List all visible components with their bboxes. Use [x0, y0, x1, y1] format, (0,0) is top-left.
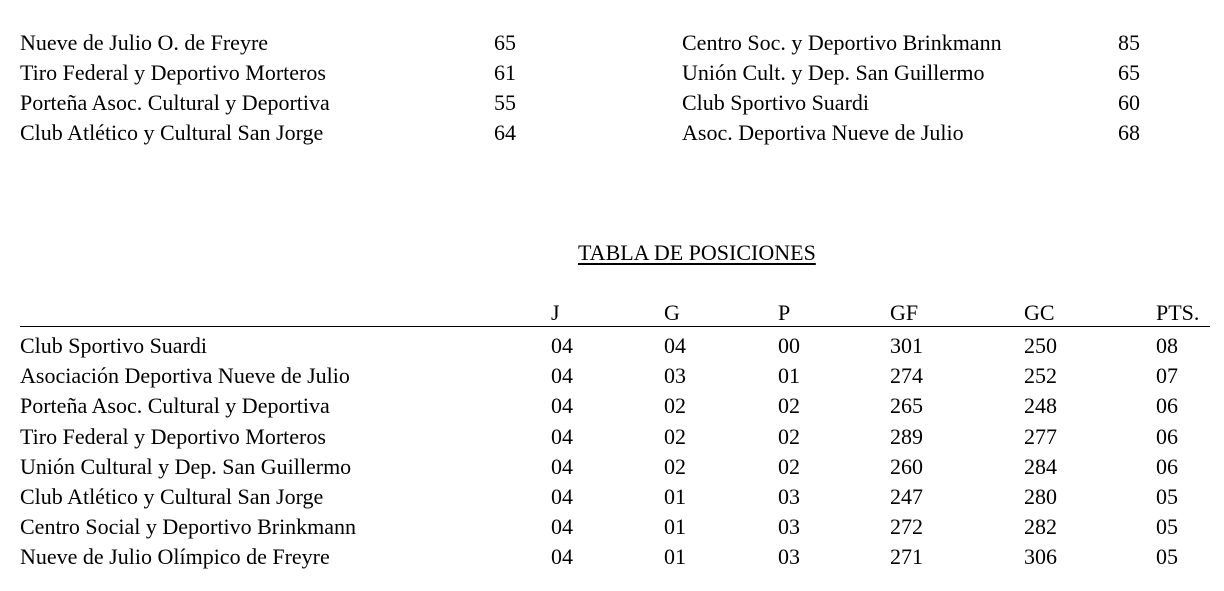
table-points: 06 — [1156, 393, 1178, 419]
table-points: 06 — [1156, 453, 1178, 479]
home-team: Porteña Asoc. Cultural y Deportiva — [20, 90, 330, 115]
games-lost: 03 — [778, 483, 800, 509]
away-team: Club Sportivo Suardi — [682, 90, 870, 115]
games-played: 04 — [551, 483, 573, 509]
points-against: 250 — [1024, 333, 1057, 358]
match-results — [0, 28, 1224, 148]
table-points: 07 — [1156, 363, 1178, 389]
games-played: 04 — [551, 393, 573, 419]
result-row — [0, 58, 1224, 88]
team-name: Nueve de Julio Olímpico de Freyre — [20, 544, 330, 570]
table-points: 08 — [1156, 333, 1178, 358]
games-won: 03 — [664, 363, 686, 389]
away-score: 60 — [1118, 90, 1140, 115]
standings-table — [0, 331, 1224, 573]
table-points: 05 — [1156, 514, 1178, 540]
table-row — [0, 361, 1224, 391]
team-name: Porteña Asoc. Cultural y Deportiva — [20, 393, 330, 419]
away-score: 68 — [1118, 120, 1140, 145]
team-name: Centro Social y Deportivo Brinkmann — [20, 514, 357, 540]
team-name: Club Sportivo Suardi — [20, 333, 208, 358]
games-lost: 02 — [778, 423, 800, 449]
team-name: Club Atlético y Cultural San Jorge — [20, 483, 324, 509]
points-for: 247 — [890, 483, 923, 509]
home-score: 55 — [494, 90, 516, 115]
away-team: Centro Soc. y Deportivo Brinkmann — [682, 30, 1002, 55]
points-against: 280 — [1024, 483, 1057, 509]
points-against: 306 — [1024, 544, 1057, 570]
games-played: 04 — [551, 333, 573, 358]
away-team: Asoc. Deportiva Nueve de Julio — [682, 120, 964, 145]
table-points: 05 — [1156, 544, 1178, 570]
table-row — [0, 512, 1224, 542]
away-team: Unión Cult. y Dep. San Guillermo — [682, 60, 985, 85]
points-for: 265 — [890, 393, 923, 419]
column-header-pts: PTS. — [1156, 300, 1200, 325]
column-header-j: J — [551, 300, 560, 325]
games-won: 01 — [664, 514, 686, 540]
team-name: Unión Cultural y Dep. San Guillermo — [20, 453, 352, 479]
points-for: 260 — [890, 453, 923, 479]
home-score: 64 — [494, 120, 516, 145]
games-played: 04 — [551, 544, 573, 570]
home-score: 61 — [494, 60, 516, 85]
standings-title: TABLA DE POSICIONES — [578, 240, 816, 265]
table-row — [0, 482, 1224, 512]
games-played: 04 — [551, 514, 573, 540]
home-team: Club Atlético y Cultural San Jorge — [20, 120, 324, 145]
games-lost: 02 — [778, 453, 800, 479]
standings-header — [0, 300, 1224, 326]
games-played: 04 — [551, 453, 573, 479]
games-won: 04 — [664, 333, 686, 358]
points-against: 284 — [1024, 453, 1057, 479]
points-for: 272 — [890, 514, 923, 540]
games-won: 02 — [664, 423, 686, 449]
column-header-g: G — [664, 300, 680, 325]
away-score: 85 — [1118, 30, 1140, 55]
team-name: Asociación Deportiva Nueve de Julio — [20, 363, 350, 389]
result-row — [0, 118, 1224, 148]
points-against: 252 — [1024, 363, 1057, 389]
points-against: 282 — [1024, 514, 1057, 540]
table-row — [0, 542, 1224, 572]
games-won: 01 — [664, 544, 686, 570]
games-lost: 01 — [778, 363, 800, 389]
column-header-p: P — [778, 300, 791, 325]
games-won: 01 — [664, 483, 686, 509]
standings-header-row — [0, 300, 1224, 326]
home-score: 65 — [494, 30, 516, 55]
points-for: 274 — [890, 363, 923, 389]
games-lost: 03 — [778, 514, 800, 540]
result-row — [0, 88, 1224, 118]
points-for: 301 — [890, 333, 923, 358]
games-played: 04 — [551, 423, 573, 449]
points-against: 277 — [1024, 423, 1057, 449]
column-header-gf: GF — [890, 300, 919, 325]
team-name: Tiro Federal y Deportivo Morteros — [20, 423, 326, 449]
games-played: 04 — [551, 363, 573, 389]
points-for: 271 — [890, 544, 923, 570]
table-points: 06 — [1156, 423, 1178, 449]
header-divider — [20, 326, 1210, 327]
points-against: 248 — [1024, 393, 1057, 419]
away-score: 65 — [1118, 60, 1140, 85]
table-points: 05 — [1156, 483, 1178, 509]
points-for: 289 — [890, 423, 923, 449]
games-won: 02 — [664, 453, 686, 479]
games-lost: 03 — [778, 544, 800, 570]
table-row — [0, 422, 1224, 452]
result-row — [0, 28, 1224, 58]
table-row — [0, 391, 1224, 421]
games-won: 02 — [664, 393, 686, 419]
column-header-gc: GC — [1024, 300, 1055, 325]
home-team: Nueve de Julio O. de Freyre — [20, 30, 269, 55]
games-lost: 00 — [778, 333, 800, 358]
home-team: Tiro Federal y Deportivo Morteros — [20, 60, 326, 85]
games-lost: 02 — [778, 393, 800, 419]
table-row — [0, 331, 1224, 361]
table-row — [0, 452, 1224, 482]
